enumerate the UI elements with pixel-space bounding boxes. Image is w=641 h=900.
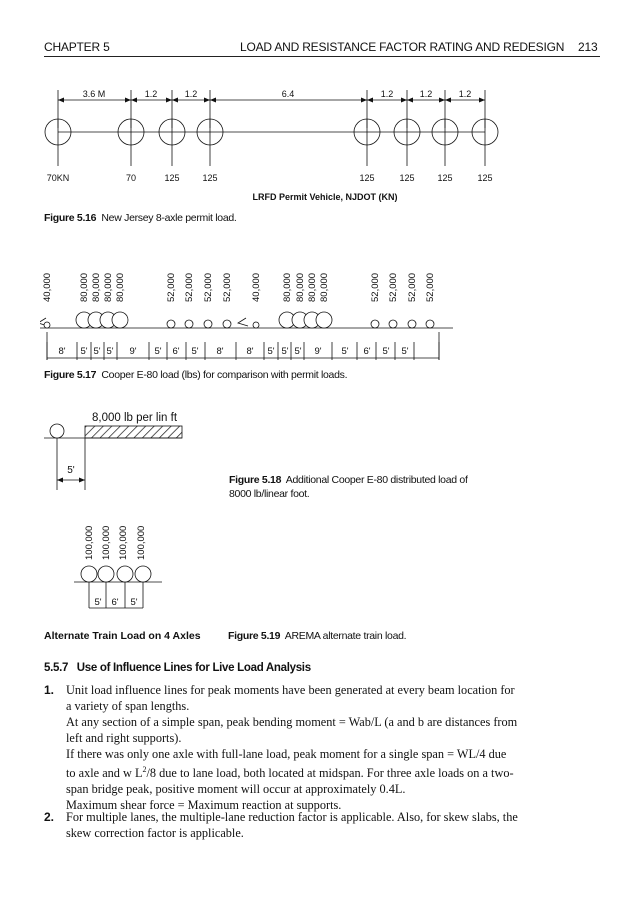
list-item-number: 1. — [44, 683, 55, 697]
fig17-spacing: 5' — [80, 346, 88, 357]
text-line: At any section of a simple span, peak bending moment = Wab/L (a and b are distances from — [66, 715, 518, 729]
running-header-chapter: CHAPTER 5 — [44, 40, 110, 54]
wheel-icon — [389, 320, 397, 328]
fig17-load: 80,000 — [103, 272, 114, 302]
fig16-spacing: 1.2 — [380, 89, 394, 99]
fig17-spacing: 5' — [267, 346, 275, 357]
fig17-spacing: 5' — [191, 346, 199, 357]
fig19-load: 100,000 — [84, 525, 95, 560]
wheel-icon — [253, 322, 259, 328]
text-run: to axle and w L — [66, 766, 143, 781]
fig19-load: 100,000 — [118, 525, 129, 560]
fig17-load: 80,000 — [115, 272, 126, 302]
fig16-subtitle: LRFD Permit Vehicle, NJDOT (KN) — [252, 192, 398, 202]
fig17-spacing: 5' — [281, 346, 289, 357]
caption-text: Cooper E-80 load (lbs) for comparison with permit loads. — [101, 369, 348, 381]
fig17-load: 40,000 — [42, 272, 53, 302]
list-item — [66, 682, 606, 813]
figure-5-19-caption — [228, 630, 406, 642]
wheel-icon — [50, 424, 64, 438]
figure-5-19-diagram — [70, 512, 180, 616]
superscript: 2 — [142, 765, 147, 774]
fig17-load: 80,000 — [91, 272, 102, 302]
text-line: a variety of span lengths. — [66, 699, 190, 713]
text-line: left and right supports). — [66, 731, 182, 745]
caption-label: Figure 5.19 — [228, 630, 281, 642]
caption-label: Figure 5.17 — [44, 369, 97, 381]
figure-5-17-diagram — [40, 262, 460, 370]
fig18-offset: 5' — [67, 465, 75, 476]
wheel-icon — [204, 320, 212, 328]
wheel-icon — [167, 320, 175, 328]
wheel-icon — [223, 320, 231, 328]
text-line: Unit load influence lines for peak moments have been generated at every beam location for — [66, 683, 515, 697]
fig17-spacing: 8' — [246, 346, 254, 357]
list-item — [66, 809, 606, 841]
fig17-load: 80,000 — [282, 272, 293, 302]
text-line: Maximum shear force = Maximum reaction at supports. — [66, 798, 342, 813]
wheel-icon — [371, 320, 379, 328]
fig17-load: 52,000 — [203, 272, 214, 302]
section-title: Use of Influence Lines for Live Load Analysis — [76, 662, 311, 674]
fig17-load: 52,000 — [370, 272, 381, 302]
figure-5-16-caption — [44, 212, 237, 224]
page-number: 213 — [578, 40, 598, 54]
wheel-icon — [408, 320, 416, 328]
fig16-load: 70 — [125, 173, 137, 183]
fig17-load: 52,000 — [222, 272, 233, 302]
fig16-load: 70KN — [46, 173, 70, 183]
caption-text: New Jersey 8-axle permit load. — [101, 212, 237, 224]
distributed-load-block — [85, 426, 182, 438]
fig17-spacing: 5' — [154, 346, 162, 357]
fig17-load: 52,000 — [407, 272, 418, 302]
fig17-load: 80,000 — [319, 272, 330, 302]
fig18-load-label: 8,000 lb per lin ft — [92, 412, 178, 424]
section-heading — [44, 662, 311, 674]
fig16-load: 125 — [359, 173, 375, 183]
fig19-spacing: 6' — [111, 597, 119, 608]
fig16-load: 125 — [477, 173, 493, 183]
fig17-spacing: 5' — [106, 346, 114, 357]
fig17-load: 52,000 — [425, 272, 436, 302]
fig16-load: 125 — [437, 173, 453, 183]
wheel-icon — [112, 312, 128, 328]
fig16-load: 125 — [399, 173, 415, 183]
fig16-spacing: 1.2 — [419, 89, 433, 99]
fig17-spacing: 9' — [129, 346, 137, 357]
fig16-load: 125 — [202, 173, 218, 183]
text-line: skew correction factor is applicable. — [66, 826, 244, 840]
wheel-icon — [426, 320, 434, 328]
figure-5-16-diagram — [30, 88, 510, 208]
wheel-icon — [185, 320, 193, 328]
fig17-load: 52,000 — [166, 272, 177, 302]
fig16-spacing: 1.2 — [184, 89, 198, 99]
text-line: span bridge peak, positive moment will occur at approximately 0.4L. — [66, 782, 406, 797]
header-rule — [44, 56, 600, 57]
fig17-load: 40,000 — [251, 272, 262, 302]
fig17-load: 52,000 — [388, 272, 399, 302]
text-run: /8 due to lane load, both located at midspan. For three axle loads on a two- — [146, 766, 514, 781]
fig17-load: 52,000 — [184, 272, 195, 302]
caption-label: Figure 5.18 — [229, 474, 282, 486]
fig19-side-label: Alternate Train Load on 4 Axles — [44, 630, 201, 642]
fig17-spacing: 5' — [382, 346, 390, 357]
fig17-spacing: 5' — [93, 346, 101, 357]
fig17-load: 80,000 — [307, 272, 318, 302]
fig16-spacing: 3.6 M — [82, 89, 106, 99]
caption-text: AREMA alternate train load. — [284, 630, 407, 642]
fig17-spacing: 8' — [216, 346, 224, 357]
fig16-load: 125 — [164, 173, 180, 183]
fig17-spacing: 6' — [363, 346, 371, 357]
fig17-spacing: 5' — [341, 346, 349, 357]
fig16-spacing: 1.2 — [458, 89, 472, 99]
fig19-load: 100,000 — [101, 525, 112, 560]
fig19-load: 100,000 — [136, 525, 147, 560]
figure-5-17-caption — [44, 369, 347, 381]
list-item-number: 2. — [44, 810, 55, 824]
wheel-icon — [316, 312, 332, 328]
figure-5-18-caption — [229, 473, 468, 501]
text-line: If there was only one axle with full-lane load, peak moment for a single span = WL/4 due — [66, 747, 507, 761]
running-header-title: LOAD AND RESISTANCE FACTOR RATING AND REDESIGN — [240, 40, 565, 54]
text-line: For multiple lanes, the multiple-lane reduction factor is applicable. Also, for skew slabs, the — [66, 810, 518, 824]
fig17-spacing: 9' — [314, 346, 322, 357]
fig17-spacing: 8' — [58, 346, 66, 357]
fig17-load: 80,000 — [295, 272, 306, 302]
fig16-spacing: 6.4 — [281, 89, 295, 99]
figure-5-18-diagram — [40, 404, 200, 494]
fig17-spacing: 6' — [172, 346, 180, 357]
fig17-spacing: 5' — [294, 346, 302, 357]
text-line — [66, 762, 606, 781]
caption-text: 8000 lb/linear foot. — [229, 488, 310, 500]
fig19-spacing: 5' — [130, 597, 138, 608]
fig17-spacing: 5' — [401, 346, 409, 357]
caption-label: Figure 5.16 — [44, 212, 97, 224]
caption-text: Additional Cooper E-80 distributed load of — [285, 474, 468, 486]
fig17-load: 80,000 — [79, 272, 90, 302]
fig19-spacing: 5' — [94, 597, 102, 608]
section-number: 5.5.7 — [44, 662, 69, 674]
wheel-icon — [44, 322, 50, 328]
fig16-spacing: 1.2 — [144, 89, 158, 99]
